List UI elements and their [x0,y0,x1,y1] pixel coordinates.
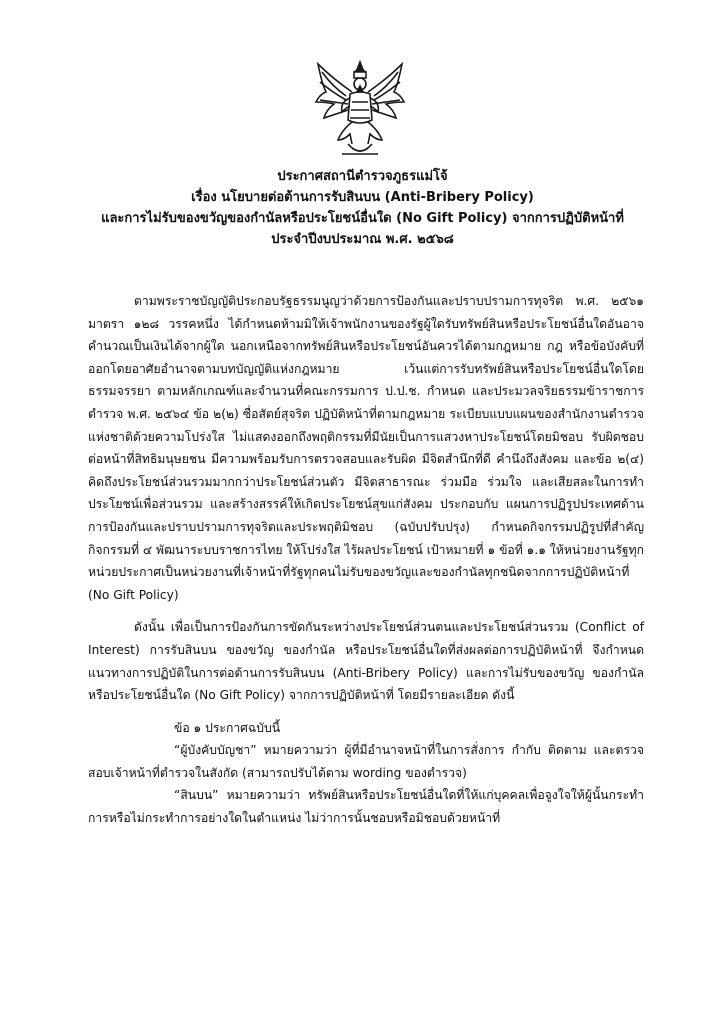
announcement-subject: เรื่อง นโยบายต่อต้านการรับสินบน (Anti-Bribery Policy) [191,190,534,205]
definition-supervisor: “ผู้บังคับบัญชา” หมายความว่า ผู้ที่มีอำนาจหน้าที่ในการสั่งการ กำกับ ติดตาม และตรวจสอบเจ้าหน้าที่ตำรวจในสังกัด (สามารถปรับได้ตาม wording ของตำรวจ) [88,743,644,780]
announcement-body [88,290,644,830]
paragraph-legal-basis: ตามพระราชบัญญัติประกอบรัฐธรรมนูญว่าด้วยการป้องกันและปราบปรามการทุจริต พ.ศ. ๒๕๖๑ มาตรา ๑๒๘ วรรคหนึ่ง ได้กำหนดห้ามมิให้เจ้าพนักงานของรัฐผู้ใดรับทรัพย์สินหรือประโยชน์อื่นใดอันอาจคำนวณเป็นเงินได้จากผู้ใด นอกเหนือจากทรัพย์สินหรือประโยชน์อันควรได้ตามกฎหมาย กฎ หรือข้อบังคับที่ออกโดยอาศัยอำนาจตามบทบัญญัติแห่งกฎหมาย เว้นแต่การรับทรัพย์สินหรือประโยชน์อื่นใดโดยธรรมจรรยา ตามหลักเกณฑ์และจำนวนที่คณะกรรมการ ป.ป.ช. กำหนด และประมวลจริยธรรมข้าราชการตำรวจ พ.ศ. ๒๕๖๔ ข้อ ๒(๒) ซื่อสัตย์สุจริต ปฏิบัติหน้าที่ตามกฎหมาย ระเบียบแบบแผนของสำนักงานตำรวจแห่งชาติด้วยความโปร่งใส ไม่แสดงออกถึงพฤติกรรมที่มีนัยเป็นการแสวงหาประโยชน์โดยมิชอบ รับผิดชอบต่อหน้าที่สิทธิมนุษยชน มีความพร้อมรับการตรวจสอบและรับผิด มีจิตสำนึกที่ดี คำนึงถึงสังคม และข้อ ๒(๔) คิดถึงประโยชน์ส่วนรวมมากกว่าประโยชน์ส่วนตัว มีจิตสาธารณะ ร่วมมือ ร่วมใจ และเสียสละในการทำประโยชน์เพื่อส่วนรวม และสร้างสรรค์ให้เกิดประโยชน์สุขแก่สังคม ประกอบกับ แผนการปฏิรูปประเทศด้านการป้องกันและปราบปรามการทุจริตและประพฤติมิชอบ (ฉบับปรับปรุง) กำหนดกิจกรรมปฏิรูปที่สำคัญ กิจกรรมที่ ๔ พัฒนาระบบราชการไทย ให้โปร่งใส ไร้ผลประโยชน์ เป้าหมายที่ ๑ ข้อที่ ๑.๑ ให้หน่วยงานรัฐทุกหน่วยประกาศเป็นหน่วยงานที่เจ้าหน้าที่รัฐทุกคนไม่รับของขวัญและของกำนัลทุกชนิดจากการปฏิบัติหน้าที่ (No Gift Policy) [88,294,644,602]
definition-bribe: “สินบน” หมายความว่า ทรัพย์สินหรือประโยชน์อื่นใดที่ให้แก่บุคคลเพื่อจูงใจให้ผู้นั้นกระทำการหรือไม่กระทำการอย่างใดในตำแหน่ง ไม่ว่าการนั้นชอบหรือมิชอบด้วยหน้าที่ [88,788,644,826]
announcement-header [0,166,725,250]
paragraph-purpose: ดังนั้น เพื่อเป็นการป้องกันการขัดกันระหว่างประโยชน์ส่วนตนและประโยชน์ส่วนรวม (Conflict of Interest) การรับสินบน ของขวัญ ของกำนัล หรือประโยชน์อื่นใดที่ส่งผลต่อการปฏิบัติหน้าที่ จึงกำหนดแนวทางการปฏิบัติในการต่อต้านการรับสินบน (Anti-Bribery Policy) และการไม่รับของขวัญ ของกำนัล หรือประโยชน์อื่นใด (No Gift Policy) จากการปฏิบัติหน้าที่ โดยมีรายละเอียด ดังนี้ [88,620,644,703]
announcement-issuer: ประกาศสถานีตำรวจภูธรแม่โจ้ [277,169,448,184]
garuda-emblem-icon [312,58,408,162]
announcement-subject-continued: และการไม่รับของขวัญของกำนัลหรือประโยชน์อื่นใด (No Gift Policy) จากการปฏิบัติหน้าที่ [101,211,624,226]
clause-1-title: ข้อ ๑ ประกาศฉบับนี้ [174,720,281,735]
fiscal-year: ประจำปีงบประมาณ พ.ศ. ๒๕๖๘ [271,232,454,247]
